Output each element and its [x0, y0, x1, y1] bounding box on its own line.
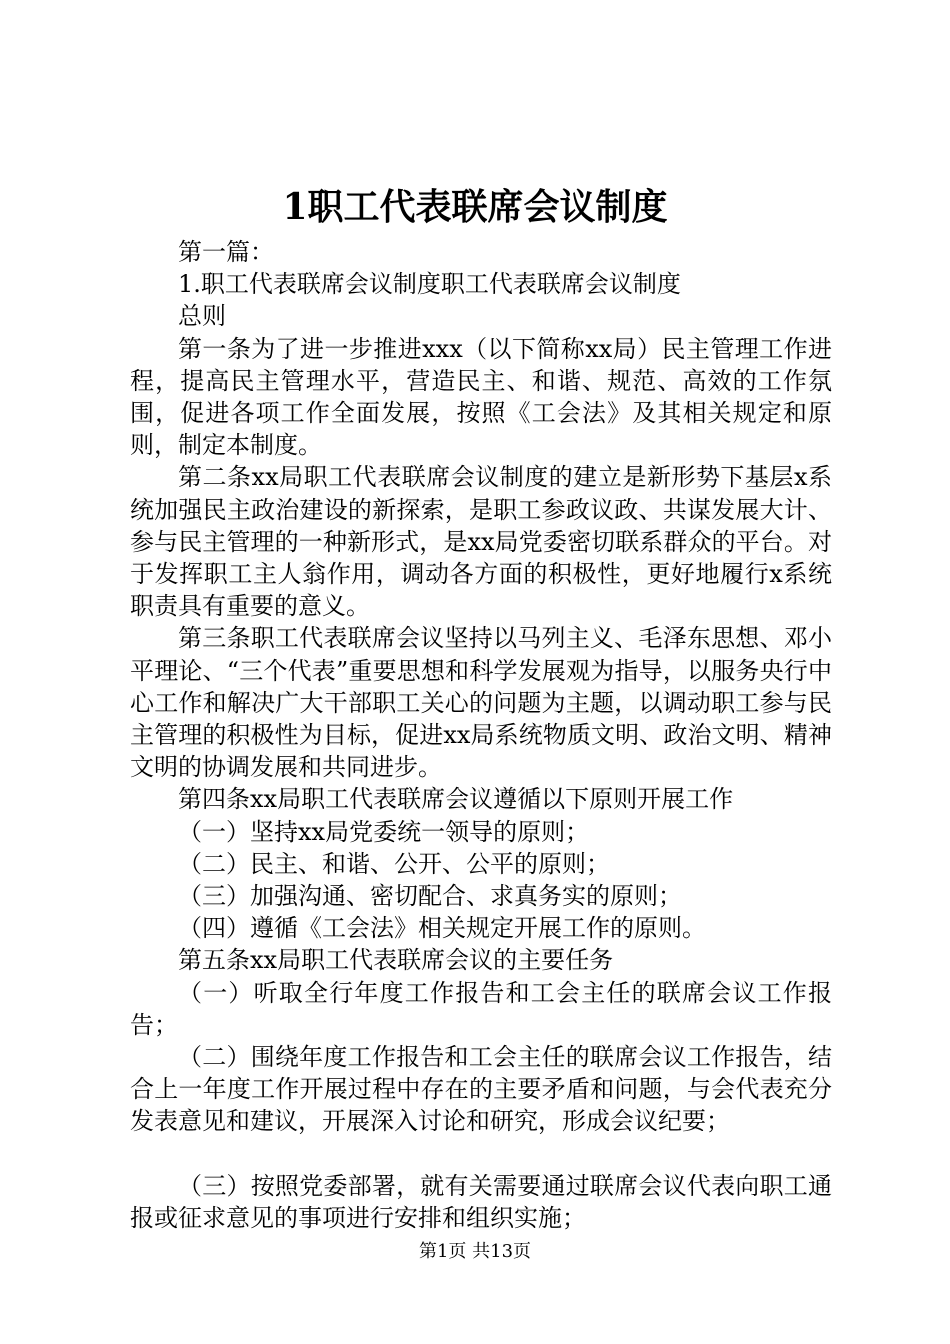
principle-item-2: （二）民主、和谐、公开、公平的原则；	[178, 849, 610, 878]
task-item-2: （二）围绕年度工作报告和工会主任的联席会议工作报告，结合上一年度工作开展过程中存在的主要矛盾和问题，与会代表充分发表意见和建议，开展深入讨论和研究，形成会议纪要；	[130, 1043, 832, 1136]
general-provisions-heading: 总则	[178, 302, 226, 331]
principle-item-4: （四）遵循《工会法》相关规定开展工作的原则。	[178, 914, 706, 943]
page-number-footer: 第1页 共13页	[418, 1241, 532, 1262]
document-body	[130, 236, 832, 1234]
document-title: 1职工代表联席会议制度	[282, 186, 668, 228]
chapter-heading: 第一篇：	[178, 238, 274, 266]
article-1-paragraph: 第一条为了进一步推进xxx（以下简称xx局）民主管理工作进程，提高民主管理水平，营造民主、和谐、规范、高效的工作氛围，促进各项工作全面发展，按照《工会法》及其相关规定和原则，制定本制度。	[130, 334, 832, 460]
task-item-1: （一）听取全行年度工作报告和工会主任的联席会议工作报告；	[130, 978, 832, 1039]
paragraph-spacer	[130, 1138, 832, 1170]
article-3-paragraph: 第三条职工代表联席会议坚持以马列主义、毛泽东思想、邓小平理论、“三个代表”重要思想和科学发展观为指导，以服务央行中心工作和解决广大干部职工关心的问题为主题，以调动职工参与民主管理的积极性为目标，促进xx局系统物质文明、政治文明、精神文明的协调发展和共同进步。	[130, 624, 832, 782]
task-item-3: （三）按照党委部署，就有关需要通过联席会议代表向职工通报或征求意见的事项进行安排和组织实施；	[130, 1171, 832, 1232]
article-4-paragraph: 第四条xx局职工代表联席会议遵循以下原则开展工作	[178, 785, 734, 814]
principle-item-3: （三）加强沟通、密切配合、求真务实的原则；	[178, 882, 682, 911]
principle-item-1: （一）坚持xx局党委统一领导的原则；	[178, 817, 590, 846]
section-heading: 1.职工代表联席会议制度职工代表联席会议制度	[178, 270, 681, 299]
article-5-paragraph: 第五条xx局职工代表联席会议的主要任务	[178, 946, 614, 975]
article-2-paragraph: 第二条xx局职工代表联席会议制度的建立是新形势下基层x系统加强民主政治建设的新探索，是职工参政议政、共谋发展大计、参与民主管理的一种新形式，是xx局党委密切联系群众的平台。对于发挥职工主人翁作用，调动各方面的积极性，更好地履行x系统职责具有重要的意义。	[130, 463, 832, 621]
